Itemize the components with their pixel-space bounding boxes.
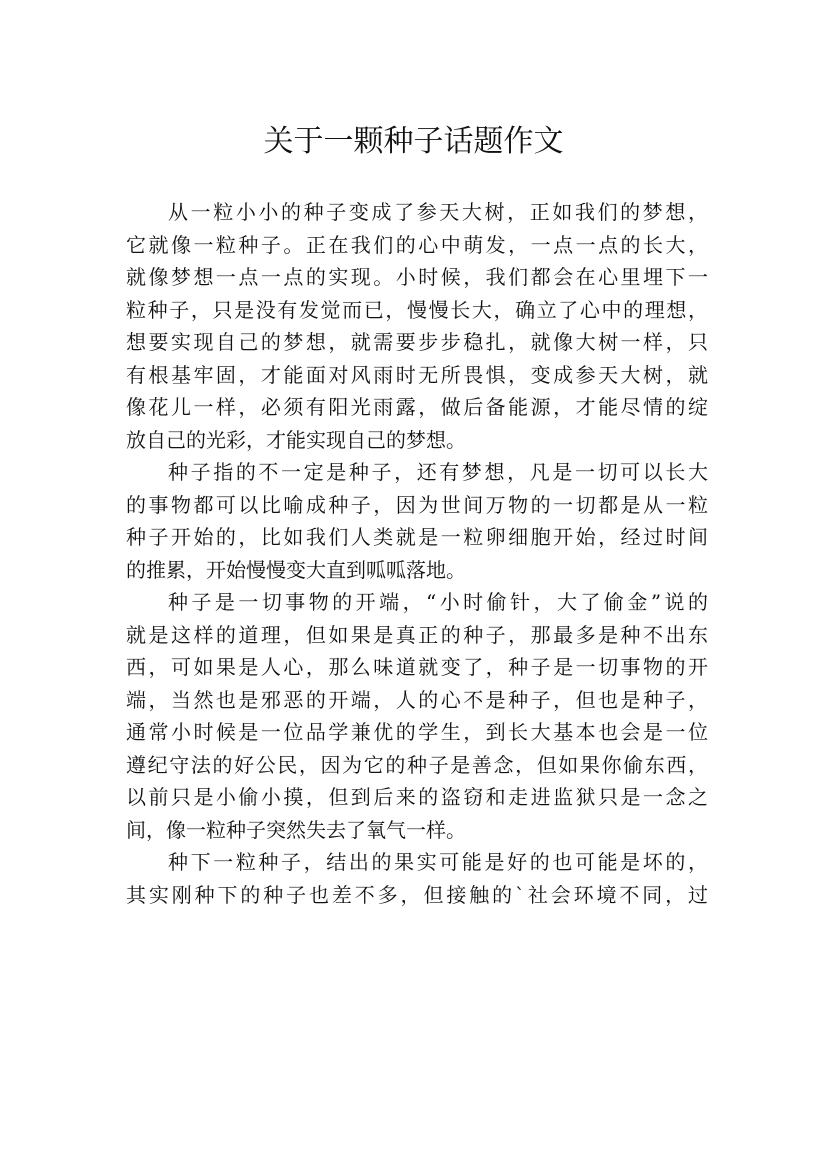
text-line: 它就像一粒种子。正在我们的心中萌发，一点一点的长大， [126,232,708,257]
text-line: 通常小时候是一位品学兼优的学生，到长大基本也会是一位 [126,720,708,744]
text-line: 间，像一粒种子突然失去了氧气一样。 [126,817,466,842]
text-line: 端，当然也是邪恶的开端，人的心不是种子，但也是种子， [126,687,708,712]
text-line: 种子指的不一定是种子，还有梦想，凡是一切可以长大 [168,460,708,484]
text-line: 的推累，开始慢慢变大直到呱呱落地。 [126,557,466,582]
paragraph-3 [126,586,708,846]
paragraph-4 [126,846,708,911]
paragraph-1 [126,196,708,456]
text-line: 从一粒小小的种子变成了参天大树，正如我们的梦想， [168,200,708,224]
text-line: 其实刚种下的种子也差不多，但接触的`社会环境不同，过 [126,882,708,907]
text-line: 就像梦想一点一点的实现。小时候，我们都会在心里埋下一 [126,265,708,289]
text-line: 想要实现自己的梦想，就需要步步稳扎，就像大树一样，只 [126,330,708,354]
text-line: 粒种子，只是没有发觉而已，慢慢长大，确立了心中的理想， [126,297,708,322]
text-line: 西，可如果是人心，那么味道就变了，种子是一切事物的开 [126,655,708,679]
text-line: 以前只是小偷小摸，但到后来的盗窃和走进监狱只是一念之 [126,785,708,809]
text-line: 有根基牢固，才能面对风雨时无所畏惧，变成参天大树，就 [126,362,708,387]
text-line: 像花儿一样，必须有阳光雨露，做后备能源，才能尽情的绽 [126,395,708,419]
text-line: 种子开始的，比如我们人类就是一粒卵细胞开始，经过时间 [126,525,708,549]
text-line: 种下一粒种子，结出的果实可能是好的也可能是坏的， [168,850,708,874]
document-body [126,196,708,911]
text-line: 遵纪守法的好公民，因为它的种子是善念，但如果你偷东西， [126,752,708,777]
text-line: 放自己的光彩，才能实现自己的梦想。 [126,427,466,452]
document-title: 关于一颗种子话题作文 [263,124,564,160]
text-line: 就是这样的道理，但如果是真正的种子，那最多是种不出东 [126,622,708,647]
text-line: 种子是一切事物的开端，“小时偷针，大了偷金”说的 [168,590,708,614]
text-line: 的事物都可以比喻成种子，因为世间万物的一切都是从一粒 [126,492,708,517]
paragraph-2 [126,456,708,586]
